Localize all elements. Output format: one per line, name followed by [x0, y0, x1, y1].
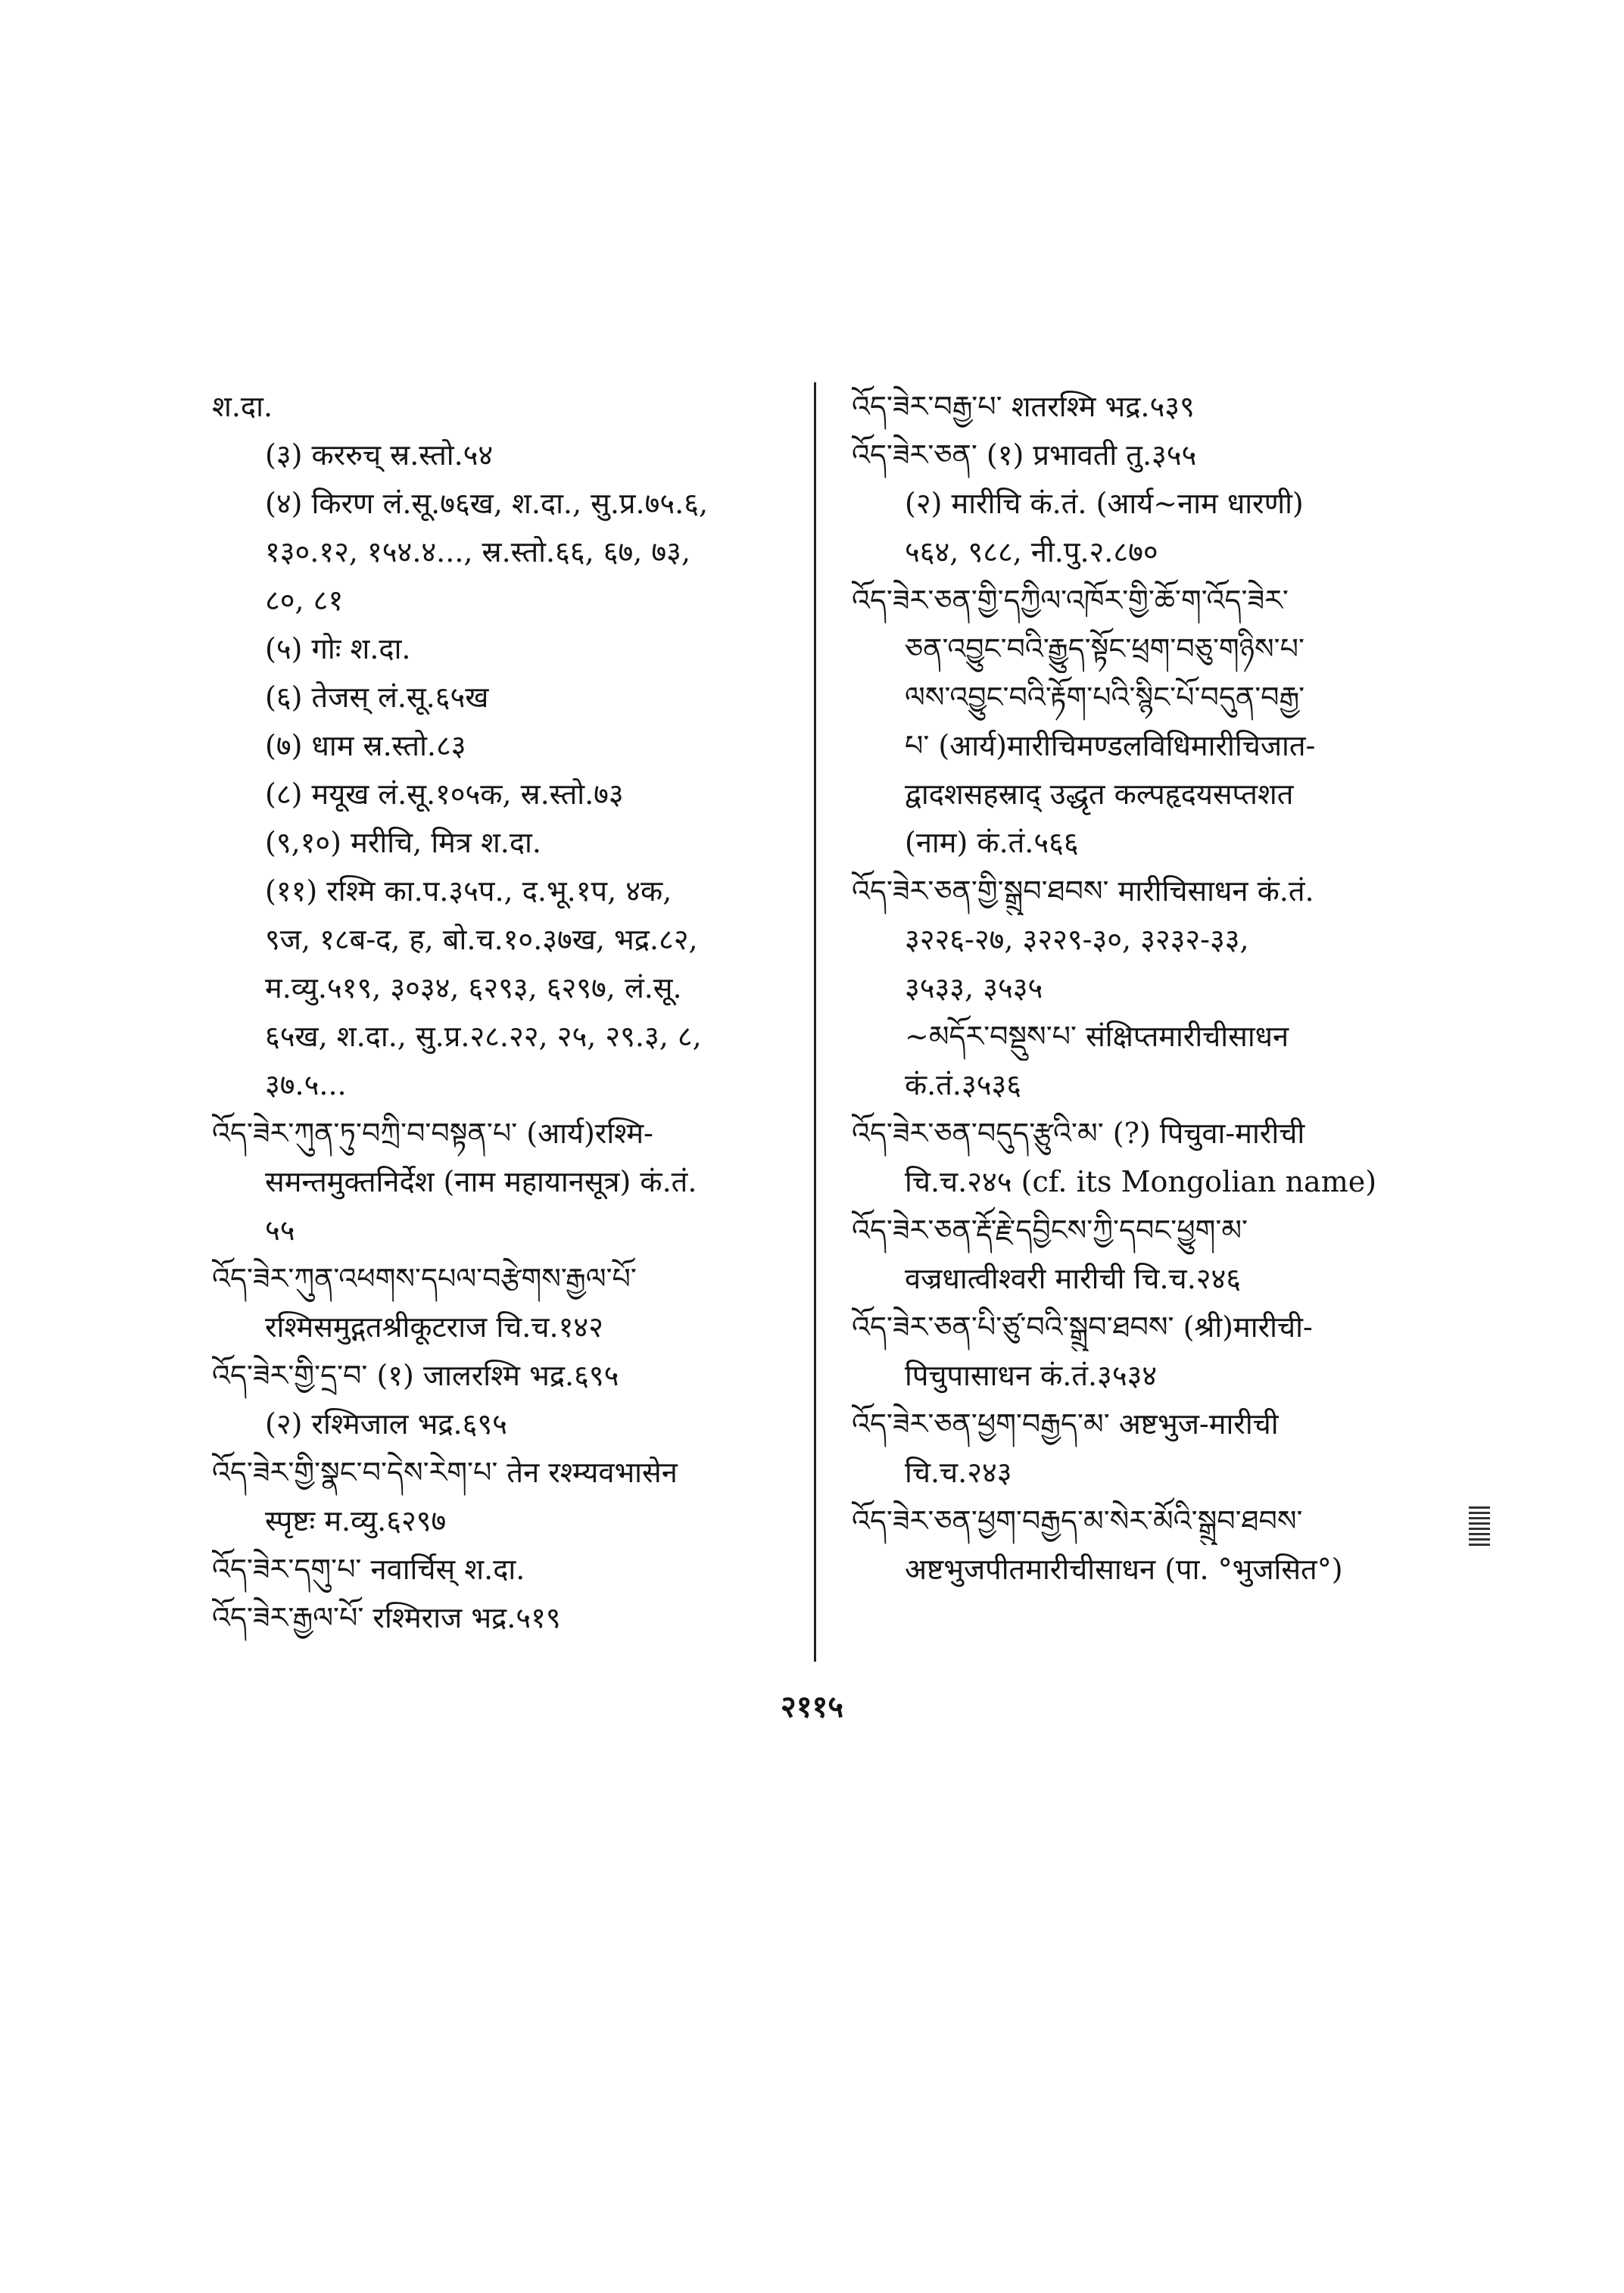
- entry-line: द्वादशसहस्राद् उद्धृत कल्पहृदयसप्तशत: [905, 777, 1294, 811]
- entry-line: ལས་འབྱུང་བའི་རྟོག་པའི་སྙིང་པོ་བདུན་བརྒྱ་: [905, 681, 1305, 714]
- entry-line: (९,१०) मरीचि, मित्र श.दा.: [265, 826, 541, 859]
- entry-line: (नाम) कं.तं.५६६: [905, 826, 1079, 859]
- entry-line: ८०, ८१: [265, 584, 344, 617]
- entry-headword-line: འོད་ཟེར་བརྒྱ་པ་ शतरश्मि भद्र.५३९: [852, 390, 1195, 423]
- entry-line: པ་ (आर्य)मारीचिमण्डलविधिमारीचिजात-: [905, 729, 1316, 762]
- entry-headword-line: འོད་ཟེར་ཅན་རྡོ་རྗེ་དབྱིངས་ཀྱི་དབང་ཕྱུག་མ་: [852, 1213, 1248, 1247]
- entry-line: ९ज, १८ब-द, ह, बो.च.१०.३७ख, भद्र.८२,: [265, 923, 698, 956]
- left-column: [212, 382, 810, 1642]
- entry-line: ३७.५...: [265, 1068, 347, 1101]
- entry-headword-line: འོད་ཟེར་ཅན་ཕྱག་བརྒྱད་མ་ अष्टभुज-मारीची: [852, 1407, 1279, 1441]
- entry-line: (२) मारीचि कं.तं. (आर्य~नाम धारणी): [905, 487, 1304, 520]
- entry-line: समन्तमुक्तनिर्देश (नाम महायानसूत्र) कं.तं.: [265, 1165, 697, 1198]
- entry-line: (६) तेजस् लं.सू.६५ख: [265, 681, 489, 714]
- entry-line: १३०.१२, १५४.४..., स्र.स्तो.६६, ६७, ७३,: [265, 535, 691, 569]
- entry-headword-line: འོད་ཟེར་ཅན་གྱི་སྒྲུབ་ཐབས་ मारीचिसाधन कं.तं.: [852, 874, 1314, 908]
- entry-line: (४) किरण लं.सू.७६ख, श.दा., सु.प्र.७५.६,: [265, 487, 709, 520]
- entry-headword-line: འོད་ཟེར་ཅན་ (१) प्रभावती तु.३५५: [852, 438, 1197, 472]
- entry-line: (११) रश्मि का.प.३५प., द.भू.१प, ४क,: [265, 874, 672, 908]
- entry-headword-line: འོད་ཟེར་ཅན་ཕྱག་བརྒྱད་མ་སེར་མོའི་སྒྲུབ་ཐབས་: [852, 1504, 1303, 1537]
- entry-line: (५) गोः श.दा.: [265, 632, 411, 665]
- entry-line: चि.च.२४३: [905, 1456, 1012, 1489]
- entry-line: ३५३३, ३५३५: [905, 971, 1043, 1005]
- entry-headword-line: श.दा.: [212, 390, 273, 423]
- entry-line: ३२२६-२७, ३२२९-३०, ३२३२-३३,: [905, 923, 1249, 956]
- entry-line: चि.च.२४५ (cf. its Mongolian name): [905, 1165, 1377, 1198]
- entry-line: (२) रश्मिजाल भद्र.६९५: [265, 1407, 507, 1441]
- entry-headword-line: འོད་ཟེར་ཀུན་ཏུ་བཀྲི་བ་བསྟན་པ་ (आर्य)रश्मि-: [212, 1117, 653, 1150]
- entry-headword-line: འོད་ཟེར་གྱི་སྣང་བ་དེས་རེག་པ་ तेन रश्म्यवभासेन: [212, 1456, 678, 1489]
- entry-headword-line: འོད་ཟེར་ཀུན་འཕགས་དཔལ་བརྩེགས་རྒྱལ་པོ་: [212, 1262, 637, 1295]
- entry-line: कं.तं.३५३६: [905, 1068, 1022, 1101]
- margin-mark: [1469, 1506, 1490, 1548]
- entry-line: म.व्यु.५१९, ३०३४, ६२९३, ६२९७, लं.सू.: [265, 971, 682, 1005]
- entry-headword-line: འོད་ཟེར་ཅན་གྱི་དཀྱིལ་འཁོར་གྱི་ཆོ་ག་འོད་ཟེར་: [852, 584, 1289, 617]
- entry-headword-line: འོད་ཟེར་ཅན་བདུད་རྩུའི་མ་ (?) पिचुवा-मारीची: [852, 1117, 1305, 1150]
- page-number: २११५: [780, 1689, 844, 1724]
- entry-line: स्पृष्टः म.व्यु.६२९७: [265, 1504, 447, 1537]
- entry-line: (८) मयूख लं.सू.१०५क, स्र.स्तो.७३: [265, 777, 624, 811]
- entry-headword-line: འོད་ཟེར་དགུ་པ་ नवार्चिस् श.दा.: [212, 1553, 525, 1586]
- entry-line: वज्रधात्वीश्वरी मारीची चि.च.२४६: [905, 1262, 1242, 1295]
- entry-line: ཅན་འབྱུང་བའི་རྒྱུད་སྟོང་ཕྲག་བཅུ་གཉིས་པ་: [905, 632, 1304, 665]
- right-column: [852, 382, 1450, 1594]
- entry-headword-line: འོད་ཟེར་གྱི་དྲ་བ་ (१) जालरश्मि भद्र.६९५: [212, 1359, 619, 1392]
- column-divider: [814, 382, 816, 1662]
- entry-line: ६५ख, श.दा., सु.प्र.२८.२२, २५, २९.३, ८,: [265, 1020, 702, 1053]
- entry-line: ५५: [265, 1213, 295, 1247]
- entry-line: पिचुपासाधन कं.तं.३५३४: [905, 1359, 1158, 1392]
- entry-line: (३) कररुच् स्र.स्तो.५४: [265, 438, 494, 472]
- entry-line: ५६४, ९८८, नी.पु.२.८७०: [905, 535, 1158, 569]
- entry-line: (७) धाम स्र.स्तो.८३: [265, 729, 466, 762]
- entry-line: रश्मिसमुद्गतश्रीकूटराज चि.च.१४२: [265, 1310, 603, 1344]
- entry-line: अष्टभुजपीतमारीचीसाधन (पा. °भुजसित°): [905, 1553, 1343, 1586]
- entry-headword-line: འོད་ཟེར་རྒྱལ་པོ་ रश्मिराज भद्र.५१९: [212, 1601, 561, 1634]
- entry-line: ~མདོར་བསྡུས་པ་ संक्षिप्तमारीचीसाधन: [905, 1020, 1289, 1053]
- entry-headword-line: འོད་ཟེར་ཅན་པི་ཙུ་བའི་སྒྲུབ་ཐབས་ (श्री)मारीची-: [852, 1310, 1313, 1344]
